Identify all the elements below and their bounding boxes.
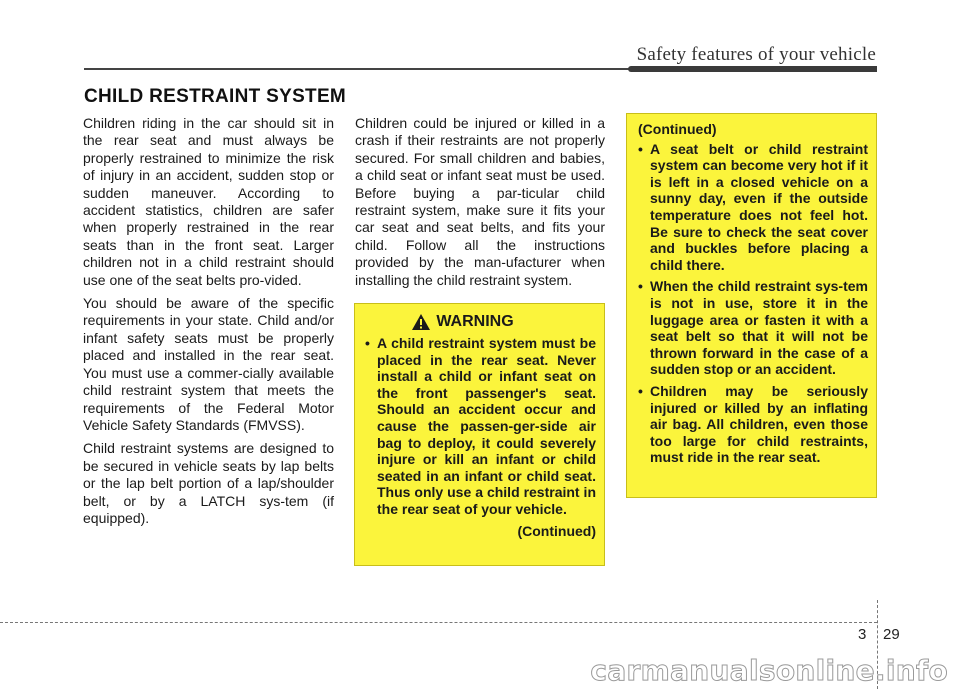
continued-label: (Continued) xyxy=(638,121,717,137)
page-title: CHILD RESTRAINT SYSTEM xyxy=(84,86,347,107)
warning-box xyxy=(354,303,605,566)
body-paragraph: You should be aware of the specific requirements in your state. Child and/or infant safety seats must be properly placed and installed in the rear seat. You must use a commer-cially available child restraint system that meets the requirements of the Federal Motor Vehicle Safety Standards (FMVSS). xyxy=(83,295,334,433)
continued-warning-list xyxy=(638,141,868,466)
body-paragraph: Child restraint systems are designed to be secured in vehicle seats by lap belts or the lap belt portion of a lap/shoulder belt, or by a LATCH sys-tem (if equipped). xyxy=(83,440,334,526)
warning-heading-text: WARNING xyxy=(436,312,514,330)
warning-heading xyxy=(365,313,560,331)
footer-rule xyxy=(0,622,877,623)
page-number: 29 xyxy=(883,626,900,643)
header-band xyxy=(628,66,877,72)
warning-list xyxy=(365,335,596,518)
warning-bullet: • A seat belt or child restraint system can become very hot if it is left in a closed vehicle on a sunny day, even if the outside temperature does not feel hot. Be sure to check the seat cover and buckles before placing a child there. xyxy=(638,141,868,274)
body-paragraph: Children could be injured or killed in a crash if their restraints are not properly secured. For small children and babies, a child seat or infant seat must be used. Before buying a par-ticular child restraint system, make sure it fits your car seat and seat belts, and fits your child. Follow all the instructions provided by the man-ufacturer when installing the child restraint system. xyxy=(355,115,605,288)
watermark: carmanualsonline.info xyxy=(590,654,948,687)
warning-bullet: • Children may be seriously injured or killed by an inflating air bag. All children, even those too large for child restraints, must ride in the rear seat. xyxy=(638,383,868,466)
continued-warning-box xyxy=(626,113,877,498)
body-paragraph: Children riding in the car should sit in the rear seat and must always be properly restrained to minimize the risk of injury in an accident, sudden stop or sudden maneuver. According to accident statistics, children are safer when properly restrained in the rear seats than in the front seat. Larger children not in a child restraint should use one of the seat belts pro-vided. xyxy=(83,115,334,288)
chapter-number: 3 xyxy=(858,626,867,643)
body-column-1 xyxy=(83,115,334,533)
warning-bullet: • A child restraint system must be placed in the rear seat. Never install a child or infant seat on the front passenger's seat. Should an accident occur and cause the passen-ger-side air bag to deploy, it could severely injure or kill an infant or child seated in an infant or child seat. Thus only use a child restraint in the rear seat of your vehicle. xyxy=(365,335,596,518)
warning-continued: (Continued) xyxy=(517,522,596,539)
body-column-2 xyxy=(355,115,605,295)
warning-triangle-icon xyxy=(411,313,431,331)
section-header-title: Safety features of your vehicle xyxy=(636,44,876,65)
warning-bullet: • When the child restraint sys-tem is not in use, store it in the luggage area or fasten it with a seat belt so that it will not be thrown forward in the case of a sudden stop or an accident. xyxy=(638,278,868,378)
